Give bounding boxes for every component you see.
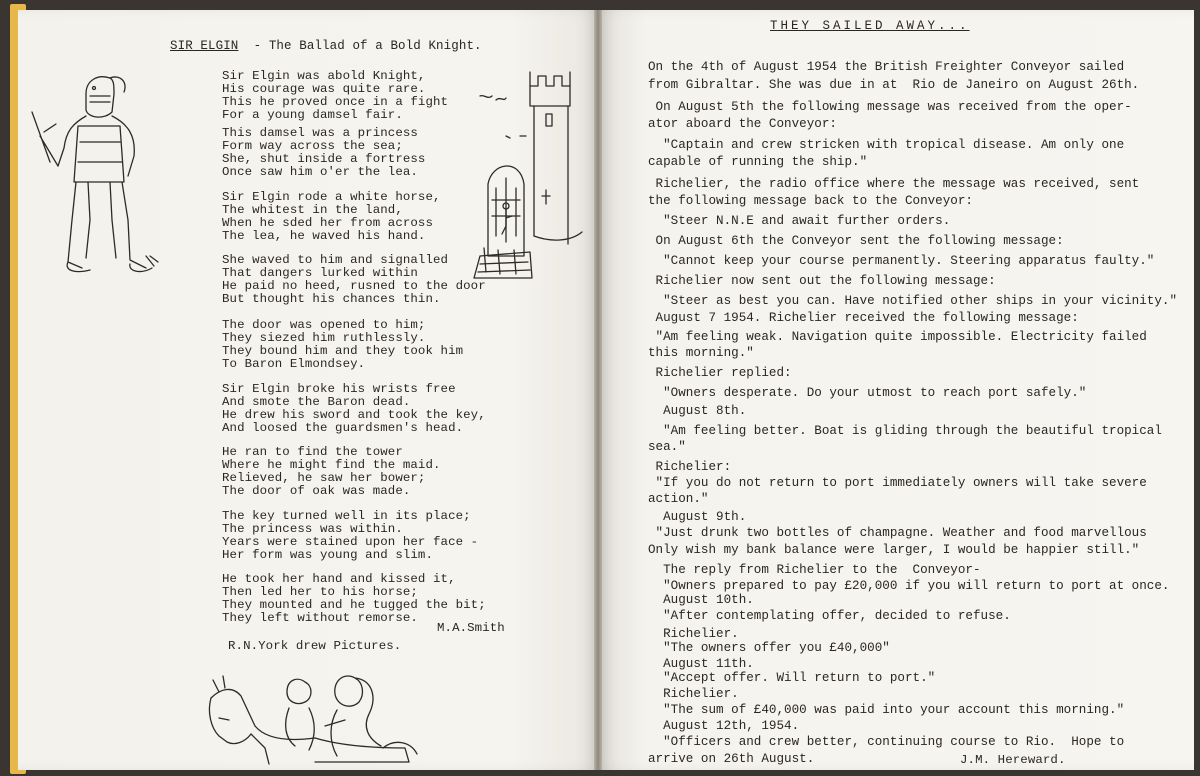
- poem-line: He drew his sword and took the key,: [222, 408, 486, 422]
- story-line: Only wish my bank balance were larger, I would be happier still.": [648, 543, 1140, 557]
- poem-line: Form way across the sea;: [222, 139, 403, 153]
- story-line: arrive on 26th August.: [648, 752, 815, 766]
- story-line: "Captain and crew stricken with tropical disease. Am only one: [648, 138, 1125, 152]
- story-line: "If you do not return to port immediately owners will take severe: [648, 476, 1147, 490]
- poem-line: And loosed the guardsmen's head.: [222, 421, 464, 435]
- story-line: ator aboard the Conveyor:: [648, 117, 837, 131]
- story-line: from Gibraltar. She was due in at Rio de Janeiro on August 26th.: [648, 78, 1140, 92]
- poem-line: They left without remorse.: [222, 611, 418, 625]
- book-gutter: [594, 10, 602, 770]
- poem-stanza: [222, 446, 441, 498]
- story-line: The reply from Richelier to the Conveyor-: [648, 563, 981, 577]
- poem-line: He took her hand and kissed it,: [222, 572, 456, 586]
- poem-stanza: [222, 573, 486, 625]
- story-line: August 10th.: [648, 593, 754, 607]
- poem-line: And smote the Baron dead.: [222, 395, 411, 409]
- story-line: "After contemplating offer, decided to refuse.: [648, 609, 1011, 623]
- pictures-credit: R.N.York drew Pictures.: [228, 639, 402, 653]
- poem-stanza: [222, 319, 463, 371]
- story-line: "Steer as best you can. Have notified other ships in your vicinity.": [648, 294, 1178, 308]
- poem-title: [170, 40, 482, 53]
- poem-line: They mounted and he tugged the bit;: [222, 598, 486, 612]
- story-line: August 8th.: [648, 404, 747, 418]
- poem-line: But thought his chances thin.: [222, 292, 441, 306]
- story-line: Richelier:: [648, 460, 732, 474]
- poem-line: They bound him and they took him: [222, 344, 464, 358]
- story-line: August 11th.: [648, 657, 754, 671]
- story-line: Richelier now sent out the following message:: [648, 274, 996, 288]
- story-author: J.M. Hereward.: [960, 753, 1066, 767]
- poem-line: Sir Elgin rode a white horse,: [222, 190, 441, 204]
- poem-line: His courage was quite rare.: [222, 82, 426, 96]
- story-line: On August 6th the Conveyor sent the following message:: [648, 234, 1064, 248]
- poem-line: They siezed him ruthlessly.: [222, 331, 426, 345]
- poem-line: The lea, he waved his hand.: [222, 229, 426, 243]
- story-line: "Accept offer. Will return to port.": [648, 671, 936, 685]
- story-line: "Cannot keep your course permanently. Steering apparatus faulty.": [648, 254, 1155, 268]
- poem-line: She, shut inside a fortress: [222, 152, 426, 166]
- story-line: "The sum of £40,000 was paid into your account this morning.": [648, 703, 1125, 717]
- poem-line: The door of oak was made.: [222, 484, 411, 498]
- story-line: August 12th, 1954.: [648, 719, 800, 733]
- poem-line: He ran to find the tower: [222, 445, 403, 459]
- poem-line: Sir Elgin was abold Knight,: [222, 69, 426, 83]
- poem-stanza: [222, 254, 486, 306]
- story-line: "Owners desperate. Do your utmost to reach port safely.": [648, 386, 1087, 400]
- poem-line: The door was opened to him;: [222, 318, 426, 332]
- story-line: August 9th.: [648, 510, 747, 524]
- story-line: "Just drunk two bottles of champagne. Weather and food marvellous: [648, 526, 1147, 540]
- poem-title-rest: - The Ballad of a Bold Knight.: [238, 39, 482, 53]
- story-line: Richelier, the radio office where the message was received, sent: [648, 177, 1140, 191]
- poem-line: Her form was young and slim.: [222, 548, 433, 562]
- poem-line: To Baron Elmondsey.: [222, 357, 366, 371]
- story-line: Richelier.: [648, 687, 739, 701]
- riders-drawing: [205, 668, 425, 768]
- story-line: action.": [648, 492, 709, 506]
- knight-drawing: [28, 70, 168, 290]
- poem-stanza: [222, 70, 448, 122]
- poem-line: Where he might find the maid.: [222, 458, 441, 472]
- poem-line: Once saw him o'er the lea.: [222, 165, 418, 179]
- castle-drawing: [470, 66, 595, 281]
- poem-title-main: SIR ELGIN: [170, 39, 239, 53]
- story-line: Richelier.: [648, 627, 739, 641]
- poem-line: Relieved, he saw her bower;: [222, 471, 426, 485]
- poem-stanza: [222, 510, 478, 562]
- story-line: this morning.": [648, 346, 754, 360]
- poem-line: For a young damsel fair.: [222, 108, 403, 122]
- story-line: On the 4th of August 1954 the British Freighter Conveyor sailed: [648, 60, 1125, 74]
- poem-line: The whitest in the land,: [222, 203, 403, 217]
- poem-line: He paid no heed, rusned to the door: [222, 279, 486, 293]
- story-line: "Owners prepared to pay £20,000 if you will return to port at once.: [648, 579, 1170, 593]
- story-line: "Am feeling better. Boat is gliding through the beautiful tropical: [648, 424, 1162, 438]
- story-line: sea.": [648, 440, 686, 454]
- poem-stanza: [222, 191, 441, 243]
- story-line: August 7 1954. Richelier received the following message:: [648, 311, 1079, 325]
- poem-line: She waved to him and signalled: [222, 253, 449, 267]
- poem-line: Years were stained upon her face -: [222, 535, 479, 549]
- story-line: "The owners offer you £40,000": [648, 641, 890, 655]
- poem-line: The key turned well in its place;: [222, 509, 471, 523]
- poem-line: That dangers lurked within: [222, 266, 418, 280]
- poem-line: This damsel was a princess: [222, 126, 418, 140]
- story-line: "Officers and crew better, continuing course to Rio. Hope to: [648, 735, 1125, 749]
- story-line: capable of running the ship.": [648, 155, 868, 169]
- story-line: On August 5th the following message was received from the oper-: [648, 100, 1132, 114]
- poem-stanza: [222, 127, 425, 179]
- poem-line: When he sded her from across: [222, 216, 433, 230]
- story-title: THEY SAILED AWAY...: [770, 19, 970, 33]
- poem-line: Then led her to his horse;: [222, 585, 418, 599]
- poem-line: This he proved once in a fight: [222, 95, 449, 109]
- poem-stanza: [222, 383, 486, 435]
- story-line: "Am feeling weak. Navigation quite impossible. Electricity failed: [648, 330, 1147, 344]
- poem-line: The princess was within.: [222, 522, 403, 536]
- story-line: the following message back to the Conveyor:: [648, 194, 973, 208]
- poem-author: M.A.Smith: [437, 621, 505, 635]
- poem-line: Sir Elgin broke his wrists free: [222, 382, 456, 396]
- story-line: Richelier replied:: [648, 366, 792, 380]
- story-line: "Steer N.N.E and await further orders.: [648, 214, 951, 228]
